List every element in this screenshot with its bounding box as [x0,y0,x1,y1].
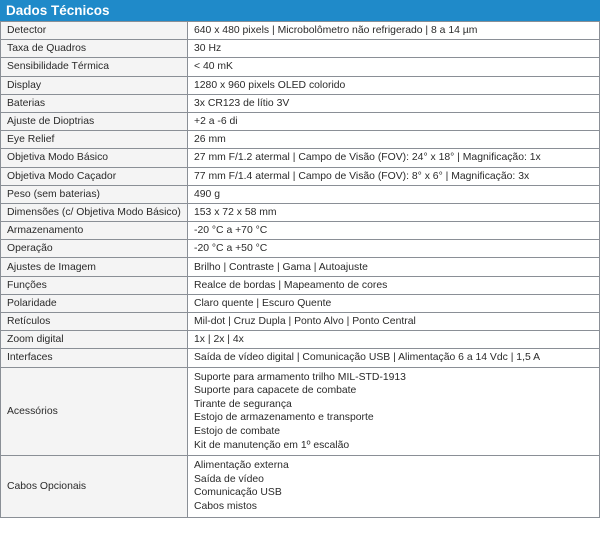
row-label: Display [1,76,188,94]
table-row [1,131,600,149]
row-label: Objetiva Modo Caçador [1,167,188,185]
row-label: Ajustes de Imagem [1,258,188,276]
list-item: Saída de vídeo [194,473,264,485]
row-value: 1x | 2x | 4x [188,331,600,349]
row-label: Dimensões (c/ Objetiva Modo Básico) [1,203,188,221]
row-label: Retículos [1,313,188,331]
row-value: 3x CR123 de lítio 3V [188,94,600,112]
table-row [1,258,600,276]
list-item: Estojo de armazenamento e transporte [194,412,374,424]
row-value: -20 °C a +70 °C [188,222,600,240]
row-label: Detector [1,22,188,40]
row-label: Sensibilidade Térmica [1,58,188,76]
table-row [1,313,600,331]
table-row [1,58,600,76]
table-row [1,349,600,367]
row-label: Operação [1,240,188,258]
table-row [1,167,600,185]
row-label: Interfaces [1,349,188,367]
table-row [1,149,600,167]
row-value: 1280 x 960 pixels OLED colorido [188,76,600,94]
row-label: Acessórios [1,367,188,456]
row-label: Eye Relief [1,131,188,149]
table-row-cabos [1,456,600,517]
specs-table [0,21,600,518]
row-value: 640 x 480 pixels | Microbolômetro não refrigerado | 8 a 14 µm [188,22,600,40]
acessorios-list [188,367,600,456]
cabos-list [188,456,600,517]
row-value: 77 mm F/1.4 atermal | Campo de Visão (FOV): 8° x 6° | Magnificação: 3x [188,167,600,185]
row-value: 153 x 72 x 58 mm [188,203,600,221]
table-row [1,40,600,58]
list-item: Suporte para armamento trilho MIL-STD-1913 [194,371,406,383]
section-title: Dados Técnicos [0,0,600,21]
table-row [1,185,600,203]
row-label: Armazenamento [1,222,188,240]
table-row [1,222,600,240]
table-row [1,276,600,294]
table-row [1,240,600,258]
row-label: Ajuste de Dioptrias [1,112,188,130]
list-item: Kit de manutenção em 1º escalão [194,439,350,451]
row-label: Polaridade [1,294,188,312]
row-value: -20 °C a +50 °C [188,240,600,258]
row-value: 490 g [188,185,600,203]
row-label: Peso (sem baterias) [1,185,188,203]
row-value: 30 Hz [188,40,600,58]
row-label: Zoom digital [1,331,188,349]
row-label: Baterias [1,94,188,112]
table-row [1,294,600,312]
row-value: +2 a -6 di [188,112,600,130]
list-item: Comunicação USB [194,487,282,499]
list-item: Cabos mistos [194,500,257,512]
row-label: Objetiva Modo Básico [1,149,188,167]
list-item: Alimentação externa [194,460,289,472]
row-value: Brilho | Contraste | Gama | Autoajuste [188,258,600,276]
row-label: Cabos Opcionais [1,456,188,517]
row-value: Mil-dot | Cruz Dupla | Ponto Alvo | Ponto Central [188,313,600,331]
table-row-acessorios [1,367,600,456]
table-row [1,331,600,349]
table-row [1,76,600,94]
list-item: Estojo de combate [194,425,281,437]
table-row [1,94,600,112]
table-row [1,203,600,221]
table-row [1,22,600,40]
list-item: Suporte para capacete de combate [194,385,357,397]
row-label: Taxa de Quadros [1,40,188,58]
row-value: < 40 mK [188,58,600,76]
row-value: Realce de bordas | Mapeamento de cores [188,276,600,294]
row-value: Saída de vídeo digital | Comunicação USB | Alimentação 6 a 14 Vdc | 1,5 A [188,349,600,367]
row-label: Funções [1,276,188,294]
list-item: Tirante de segurança [194,398,292,410]
row-value: 27 mm F/1.2 atermal | Campo de Visão (FOV): 24° x 18° | Magnificação: 1x [188,149,600,167]
table-row [1,112,600,130]
row-value: Claro quente | Escuro Quente [188,294,600,312]
row-value: 26 mm [188,131,600,149]
